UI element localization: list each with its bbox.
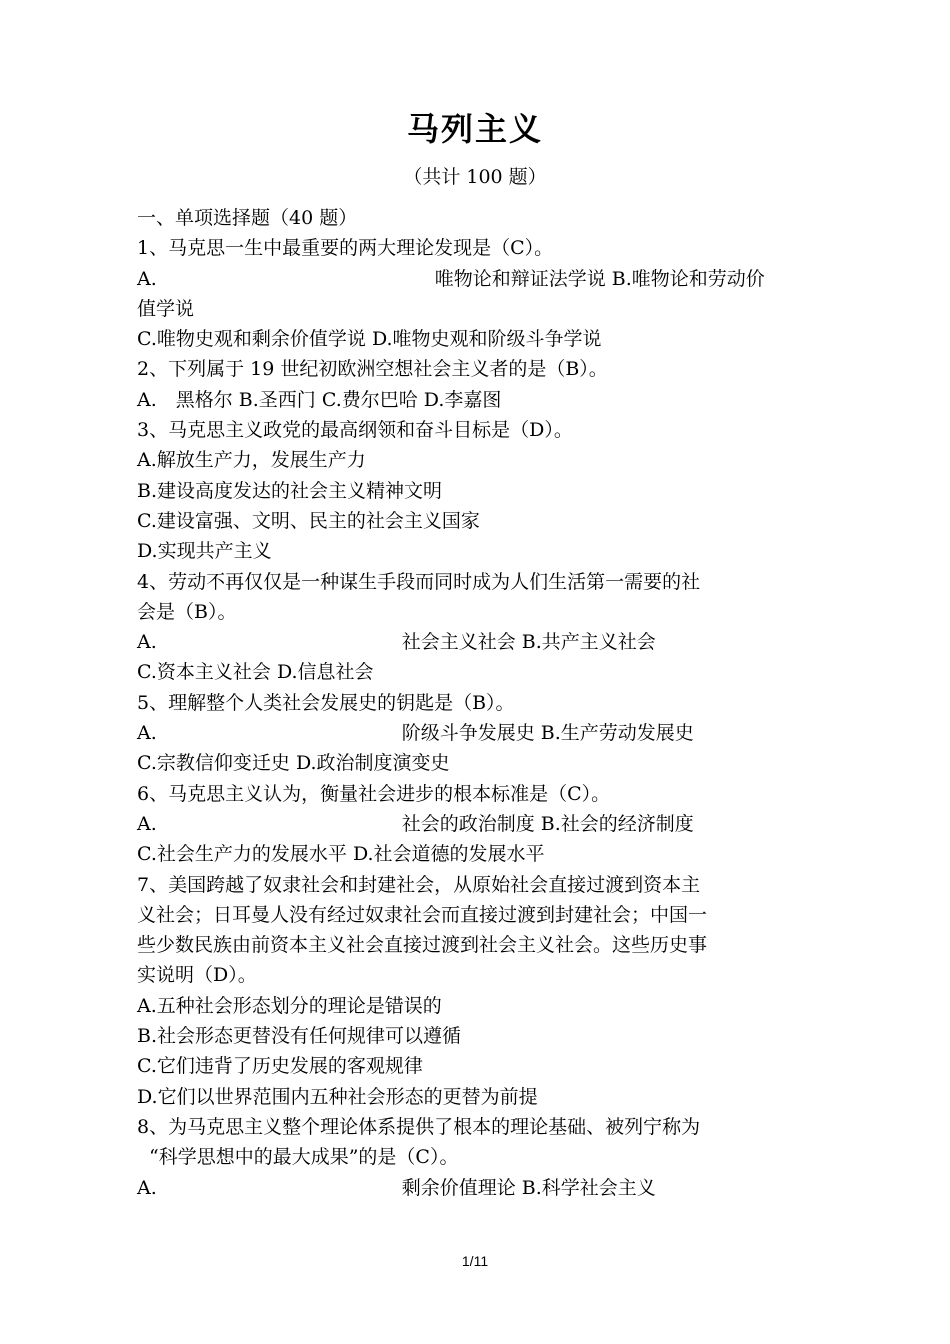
- question-2-options: A. 黑格尔 B.圣西门 C.费尔巴哈 D.李嘉图: [137, 388, 502, 411]
- page-number: 1/11: [461, 1253, 489, 1269]
- question-3-option-b: B.建设高度发达的社会主义精神文明: [137, 479, 443, 502]
- question-1-options-line-3: C.唯物史观和剩余价值学说 D.唯物史观和阶级斗争学说: [137, 328, 602, 351]
- option-label: A.: [137, 812, 157, 835]
- question-7-line-4: 实说明（D）。: [137, 964, 257, 987]
- question-3-option-d: D.实现共产主义: [137, 540, 272, 563]
- option-text: 阶级斗争发展史 B.生产劳动发展史: [401, 722, 694, 745]
- question-7-option-d: D.它们以世界范围内五种社会形态的更替为前提: [137, 1085, 538, 1108]
- option-label: A.: [137, 267, 157, 290]
- section-heading: 一、单项选择题（40 题）: [137, 207, 358, 229]
- question-4-options-line-1: [137, 627, 827, 657]
- option-text: 社会主义社会 B.共产主义社会: [401, 631, 656, 654]
- option-label: A.: [137, 1176, 157, 1199]
- document-body: [137, 203, 827, 1203]
- option-label: A.: [137, 631, 157, 654]
- question-8-line-2: “科学思想中的最大成果”的是（C）。: [149, 1146, 459, 1169]
- question-3-option-a: A.解放生产力，发展生产力: [137, 449, 366, 472]
- question-7-line-1: 7、美国跨越了奴隶社会和封建社会，从原始社会直接过渡到资本主: [137, 873, 701, 896]
- question-4-line-1: 4、劳动不再仅仅是一种谋生手段而同时成为人们生活第一需要的社: [137, 570, 701, 593]
- question-7-line-3: 些少数民族由前资本主义社会直接过渡到社会主义社会。这些历史事: [137, 934, 708, 957]
- option-label: A.: [137, 722, 157, 745]
- question-7-line-2: 义社会；日耳曼人没有经过奴隶社会而直接过渡到封建社会；中国一: [137, 903, 708, 926]
- option-text: 社会的政治制度 B.社会的经济制度: [401, 812, 694, 835]
- question-5: 5、理解整个人类社会发展史的钥匙是（B）。: [137, 691, 515, 714]
- option-text: 唯物论和辩证法学说 B.唯物论和劳动价: [434, 267, 765, 290]
- question-8-options-line-1: [137, 1173, 827, 1203]
- question-1: 1、马克思一生中最重要的两大理论发现是（C）。: [137, 237, 554, 260]
- question-5-options-line-2: C.宗教信仰变迁史 D.政治制度演变史: [137, 752, 450, 775]
- question-7-option-c: C.它们违背了历史发展的客观规律: [137, 1055, 423, 1078]
- question-3-option-c: C.建设富强、文明、民主的社会主义国家: [137, 509, 480, 532]
- question-5-options-line-1: [137, 718, 827, 748]
- question-2: 2、下列属于 19 世纪初欧洲空想社会主义者的是（B）。: [137, 358, 608, 381]
- question-6: 6、马克思主义认为，衡量社会进步的根本标准是（C）。: [137, 782, 611, 805]
- question-4-line-2: 会是（B）。: [137, 600, 237, 623]
- document-subtitle: （共计 100 题）: [403, 166, 547, 188]
- option-text: 剩余价值理论 B.科学社会主义: [401, 1176, 656, 1199]
- question-1-options-line-1: [137, 264, 827, 294]
- question-6-options-line-1: [137, 809, 827, 839]
- question-7-option-b: B.社会形态更替没有任何规律可以遵循: [137, 1025, 462, 1048]
- question-4-options-line-2: C.资本主义社会 D.信息社会: [137, 661, 374, 684]
- question-6-options-line-2: C.社会生产力的发展水平 D.社会道德的发展水平: [137, 843, 545, 866]
- question-1-options-line-2: 值学说: [137, 297, 195, 320]
- question-7-option-a: A.五种社会形态划分的理论是错误的: [137, 994, 442, 1017]
- question-8-line-1: 8、为马克思主义整个理论体系提供了根本的理论基础、被列宁称为: [137, 1115, 701, 1138]
- question-3: 3、马克思主义政党的最高纲领和奋斗目标是（D）。: [137, 419, 573, 442]
- document-title: 马列主义: [406, 110, 543, 148]
